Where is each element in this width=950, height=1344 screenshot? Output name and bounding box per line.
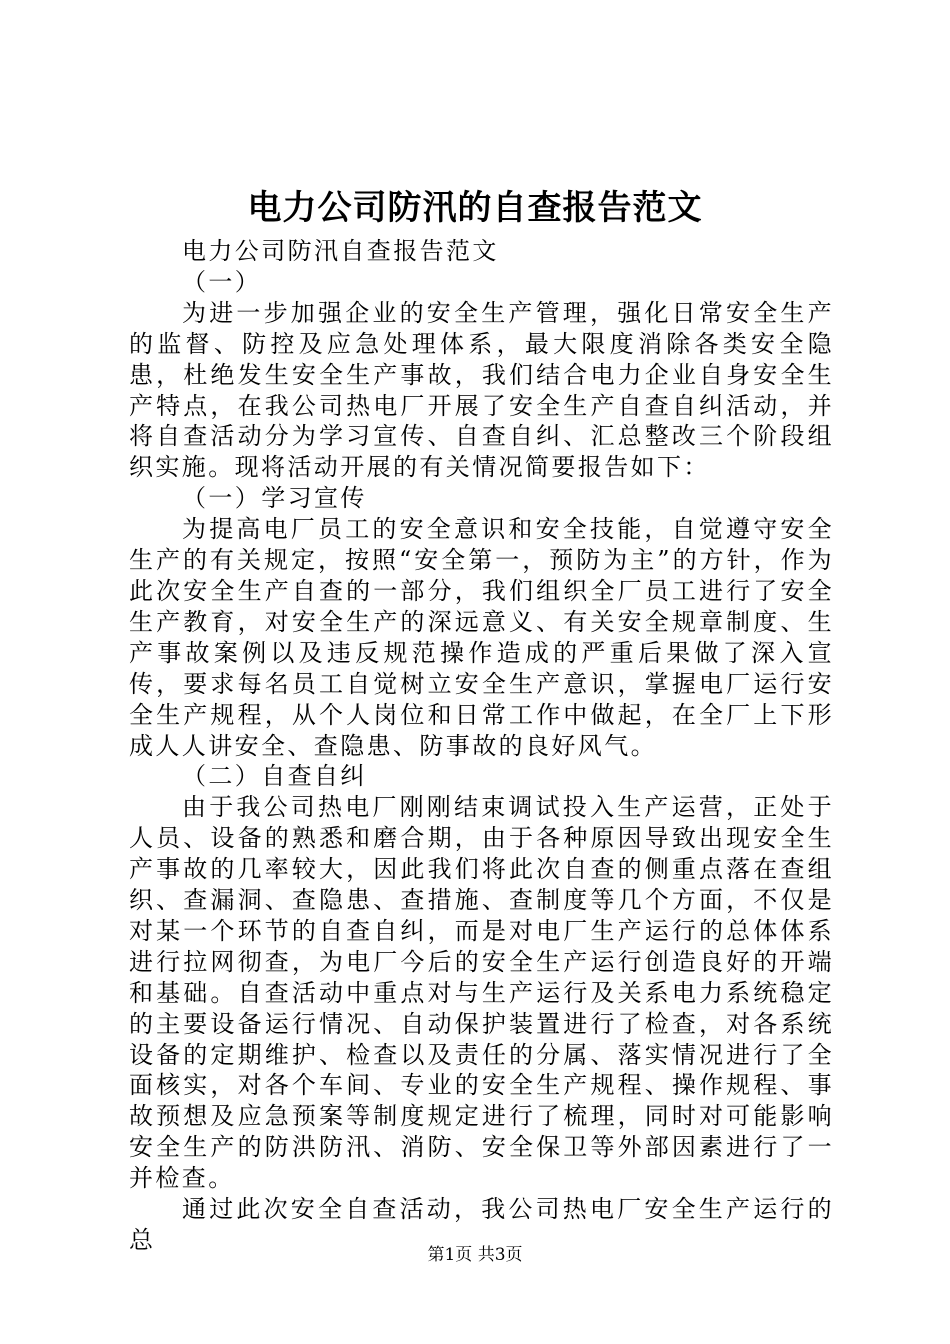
section-heading-selfcheck: （二）自查自纠 bbox=[182, 762, 367, 791]
paragraph-study: 为提高电厂员工的安全意识和安全技能，自觉遵守安全生产的有关规定，按照“安全第一，预防为主”的方针，作为此次安全生产自查的一部分，我们组织全厂员工进行了安全生产教育，对安全生产的深远意义、有关安全规章制度、生产事故案例以及违反规范操作造成的严重后果做了深入宣传，要求每名员工自觉树立安全生产意识，掌握电厂运行安全生产规程，从个人岗位和日常工作中做起，在全厂上下形成人人讲安全、查隐患、防事故的良好风气。 bbox=[129, 515, 834, 760]
paragraph-intro: 为进一步加强企业的安全生产管理，强化日常安全生产的监督、防控及应急处理体系，最大限度消除各类安全隐患，杜绝发生安全生产事故，我们结合电力企业自身安全生产特点，在我公司热电厂开展了安全生产自查自纠活动，并将自查活动分为学习宣传、自查自纠、汇总整改三个阶段组织实施。现将活动开展的有关情况简要报告如下： bbox=[129, 298, 834, 482]
paragraph-summary: 通过此次安全自查活动，我公司热电厂安全生产运行的总 bbox=[129, 1195, 834, 1254]
paragraph-selfcheck: 由于我公司热电厂刚刚结束调试投入生产运营，正处于人员、设备的熟悉和磨合期，由于各种原因导致出现安全生产事故的几率较大，因此我们将此次自查的侧重点落在查组织、查漏洞、查隐患、查措施、查制度等几个方面，不仅是对某一个环节的自查自纠，而是对电厂生产运行的总体体系进行拉网彻查，为电厂今后的安全生产运行创造良好的开端和基础。自查活动中重点对与生产运行及关系电力系统稳定的主要设备运行情况、自动保护装置进行了检查，对各系统设备的定期维护、检查以及责任的分属、落实情况进行了全面核实，对各个车间、专业的安全生产规程、操作规程、事故预想及应急预案等制度规定进行了梳理，同时对可能影响安全生产的防洪防汛、消防、安全保卫等外部因素进行了一并检查。 bbox=[129, 793, 834, 1193]
document-body bbox=[129, 236, 834, 1256]
page-footer: 第1页 共3页 bbox=[427, 1245, 523, 1265]
document-title: 电力公司防汛的自查报告范文 bbox=[247, 188, 703, 228]
section-number: （一） bbox=[182, 267, 262, 296]
subtitle-line: 电力公司防汛自查报告范文 bbox=[182, 237, 499, 265]
section-heading-study: （一）学习宣传 bbox=[182, 484, 367, 513]
